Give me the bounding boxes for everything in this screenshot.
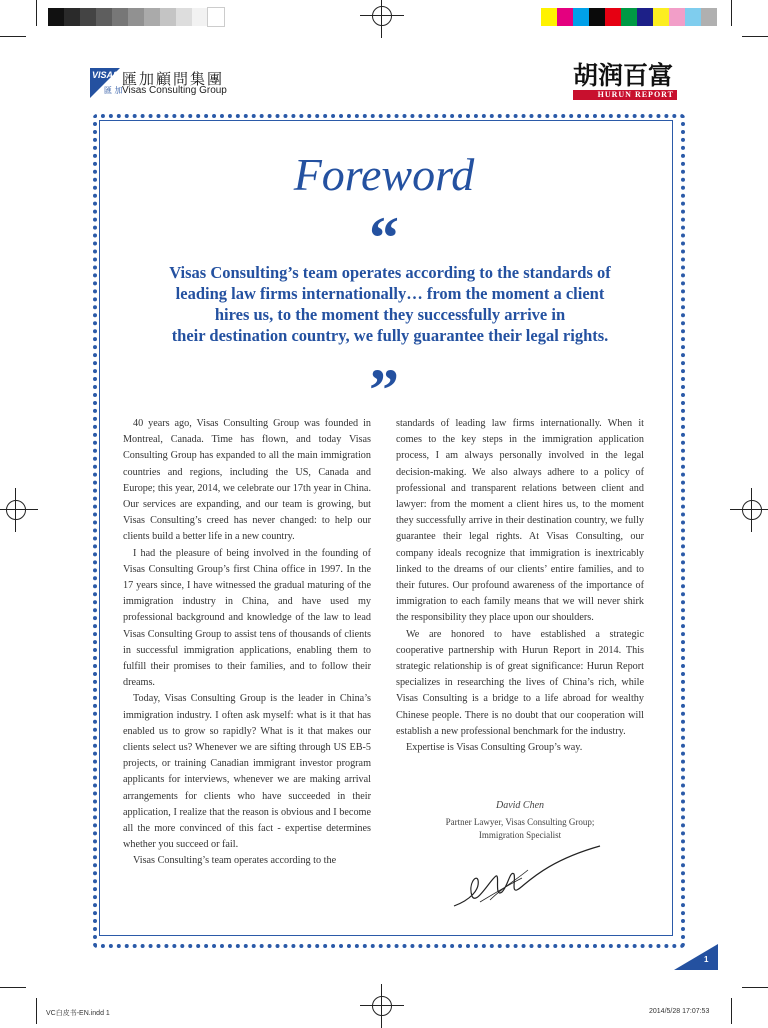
color-swatch <box>192 8 208 26</box>
visas-logo-chinese-small: 匯 加 <box>104 86 123 95</box>
trim-mark <box>36 998 37 1024</box>
color-swatch <box>685 8 701 26</box>
timestamp-slug: 2014/5/28 17:07:53 <box>649 1008 710 1015</box>
color-swatch <box>64 8 80 26</box>
color-swatch <box>144 8 160 26</box>
trim-mark <box>731 0 732 26</box>
signatory-name: David Chen <box>495 800 545 811</box>
color-swatch <box>160 8 176 26</box>
registration-mark-left <box>2 496 30 524</box>
page-number-tab <box>674 944 718 970</box>
hurun-report-logo <box>573 62 677 100</box>
color-swatch <box>541 8 557 26</box>
handwritten-signature <box>450 840 610 912</box>
pull-quote-line: hires us, to the moment they successfully arrive in <box>214 305 566 324</box>
signatory-role <box>396 816 644 842</box>
registration-mark-top <box>368 2 396 30</box>
color-swatch <box>701 8 717 26</box>
body-column-left <box>123 416 371 870</box>
body-paragraph: standards of leading law firms internationally. When it comes to the key steps in the immigration application process, I am always personally involved in the legal decision-making. We also always adhere to a policy of professional and transparent relations between client and lawyer: from the moment a client hires us, to the moment they successfully arrive in their destination country, we fully guarantee their legal rights. At Visas Consulting, our company ideals recognize that immigration is inextricably linked to the dreams of our clients’ entire families, and to their futures. Our profound awareness of the importance of immigration to each family means that we will never shirk the responsibility they place upon our shoulders. <box>396 418 644 624</box>
color-swatch <box>557 8 573 26</box>
open-quote-mark: “ <box>369 205 399 271</box>
close-quote-mark: ” <box>369 357 399 423</box>
color-swatch <box>637 8 653 26</box>
pull-quote-line: their destination country, we fully guarantee their legal rights. <box>171 326 609 345</box>
file-slug: VC白皮书-EN.indd 1 <box>46 1010 110 1017</box>
color-swatch-bar <box>541 8 717 26</box>
trim-mark <box>742 36 768 37</box>
color-swatch <box>669 8 685 26</box>
color-swatch <box>653 8 669 26</box>
color-swatch <box>128 8 144 26</box>
page-title: Foreword <box>293 149 475 200</box>
trim-mark <box>742 987 768 988</box>
color-swatch <box>176 8 192 26</box>
body-column-right <box>396 416 644 756</box>
color-swatch <box>96 8 112 26</box>
body-paragraph: Expertise is Visas Consulting Group’s way. <box>406 742 583 754</box>
color-swatch <box>589 8 605 26</box>
signatory-role-line: Partner Lawyer, Visas Consulting Group; <box>445 817 595 827</box>
color-swatch <box>605 8 621 26</box>
trim-mark <box>36 0 37 26</box>
signatory-role-line: Immigration Specialist <box>478 830 562 840</box>
color-swatch <box>112 8 128 26</box>
trim-mark <box>0 36 26 37</box>
pull-quote-line: leading law firms internationally… from the moment a client <box>175 284 605 303</box>
page-number: 1 <box>704 955 709 964</box>
color-swatch <box>208 8 224 26</box>
color-swatch <box>573 8 589 26</box>
body-paragraph: Visas Consulting’s team operates according to the <box>133 855 337 867</box>
visas-logo-english: Visas Consulting Group <box>122 85 227 96</box>
trim-mark <box>0 987 26 988</box>
pull-quote-line: Visas Consulting’s team operates according to the standards of <box>169 263 611 282</box>
registration-mark-right <box>738 496 766 524</box>
body-paragraph: We are honored to have established a strategic cooperative partnership with Hurun Report in 2014. This strategic relationship is of great significance: Hurun Report specializes in researching the lives of China’s rich, while Visas Consulting is a bridge to a life abroad for wealthy Chinese people. There is no doubt that our cooperation will establish a new professional benchmark for the industry. <box>396 628 644 737</box>
color-swatch <box>80 8 96 26</box>
visas-consulting-logo <box>90 68 250 100</box>
body-paragraph: Today, Visas Consulting Group is the leader in China’s immigration industry. I often ask myself: what is it that has enabled us to grow so rapidly? What is it that makes our clients select us? Whenever we are sifting through US EB-5 projects, or training Canadian immigrant investor program applicants for interviews, whenever we are making arrival arrangements for clients who have succeeded in their application, I realize that the reason is obvious and I become all the more convinced of this fact - expertise determines whether you succeed or fail. <box>123 693 371 851</box>
visas-logo-word: VISAS <box>92 70 120 80</box>
hurun-logo-chinese: 胡润百富 <box>573 61 674 90</box>
visas-logo-chinese: 匯加顧問集團 <box>122 70 225 88</box>
gray-swatch-bar <box>48 8 224 26</box>
registration-mark-bottom <box>368 992 396 1020</box>
trim-mark <box>731 998 732 1024</box>
body-paragraph: I had the pleasure of being involved in the founding of Visas Consulting Group’s first China office in 1997. In the 17 years since, I have witnessed the gradual maturing of the immigration industry in China, and have used my professional background and knowledge of the law to lead Visas Consulting Group to assist tens of thousands of clients in successful immigration applications, enabling them to fulfill their promises to their families, and to follow their dreams. <box>123 547 371 689</box>
body-paragraph: 40 years ago, Visas Consulting Group was founded in Montreal, Canada. Time has flown, and today Visas Consulting Group has expanded to all the main immigration countries and regions, including the US, Canada and Europe; this year, 2014, we celebrate our 17th year in China. Our services are expanding, and our team is growing, but Visas Consulting’s creed has never changed: to help our clients build a better life in a new country. <box>123 418 371 543</box>
hurun-logo-english: HURUN REPORT <box>573 90 677 100</box>
pull-quote <box>150 262 630 346</box>
color-swatch <box>48 8 64 26</box>
color-swatch <box>621 8 637 26</box>
